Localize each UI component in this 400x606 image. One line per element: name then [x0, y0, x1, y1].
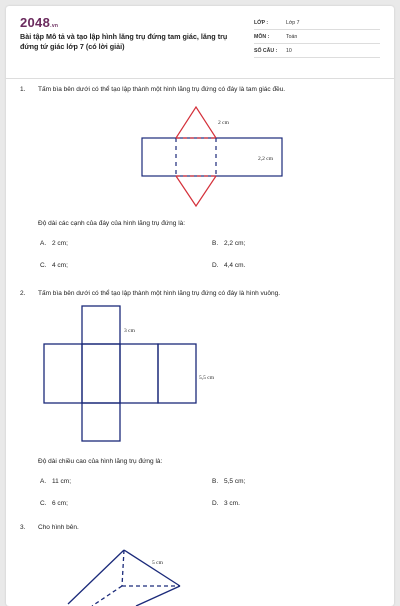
meta-grade-key: LỚP : [254, 20, 269, 26]
site-logo[interactable]: 2048.vn [20, 15, 59, 30]
net-face-1 [44, 344, 82, 403]
document-page [6, 6, 394, 606]
bottom-triangle [176, 176, 216, 206]
question-2-option-d[interactable]: D. 3 cm. [212, 500, 240, 507]
question-1-text: Tấm bìa bên dưới có thể tạo lập thành một hình lăng trụ đứng có đáy là tam giác đều. [38, 86, 286, 93]
net-bottom-square [82, 403, 120, 441]
question-1-option-a[interactable]: A. 2 cm; [40, 240, 68, 247]
question-2-option-a[interactable]: A. 11 cm; [40, 478, 72, 485]
document-title: Bài tập Mô tả và tạo lập hình lăng trụ đứng tam giác, lăng trụ đứng tứ giác lớp 7 (có lời giải) [20, 32, 228, 51]
prism-hidden-edge-vertical [122, 550, 124, 586]
question-3-prism-figure [62, 542, 202, 606]
net-top-square [82, 306, 120, 344]
meta-subject [254, 30, 380, 44]
label-prism-edge: 5 cm [152, 560, 163, 566]
question-3-text: Cho hình bên. [38, 524, 79, 531]
meta-count [254, 44, 380, 58]
question-2-number: 2. [20, 290, 26, 297]
question-2-option-c[interactable]: C. 6 cm; [40, 500, 68, 507]
meta-count-key: SỐ CÂU : [254, 48, 278, 54]
net-face-2 [82, 344, 120, 403]
meta-count-value: 10 [286, 48, 292, 54]
prism-hidden-edge-diagonal [92, 586, 122, 606]
meta-subject-value: Toán [286, 34, 298, 40]
question-2-option-b[interactable]: B. 5,5 cm; [212, 478, 246, 485]
net-face-4 [158, 344, 196, 403]
prism-edge-right [136, 586, 180, 606]
question-1-option-b[interactable]: B. 2,2 cm; [212, 240, 246, 247]
question-2-text: Tấm bìa bên dưới có thể tạo lập thành một hình lăng trụ đứng có đáy là hình vuông. [38, 290, 281, 297]
label-prism-height: 5,5 cm [199, 375, 214, 381]
meta-grade-value: Lớp 7 [286, 20, 300, 26]
label-height: 2,2 cm [258, 156, 273, 162]
top-triangle [176, 107, 216, 138]
question-3-number: 3. [20, 524, 26, 531]
prism-edge-front-left [68, 550, 124, 604]
question-1-option-d[interactable]: D. 4,4 cm. [212, 262, 246, 269]
question-2-net-figure [36, 302, 214, 444]
question-2-prompt: Độ dài chiều cao của hình lăng trụ đứng là: [38, 458, 163, 465]
question-1-number: 1. [20, 86, 26, 93]
label-base-edge: 3 cm [124, 328, 135, 334]
meta-grade [254, 16, 380, 30]
prism-edge-top-right [124, 550, 180, 586]
question-1-option-c[interactable]: C. 4 cm; [40, 262, 68, 269]
label-side-length: 2 cm [218, 120, 229, 126]
header-divider [6, 78, 394, 79]
document-header [6, 6, 394, 62]
net-face-3 [120, 344, 158, 403]
question-1-net-figure [134, 100, 294, 210]
question-1-prompt: Độ dài các cạnh của đáy của hình lăng trụ đứng là: [38, 220, 186, 227]
meta-subject-key: MÔN : [254, 34, 270, 40]
